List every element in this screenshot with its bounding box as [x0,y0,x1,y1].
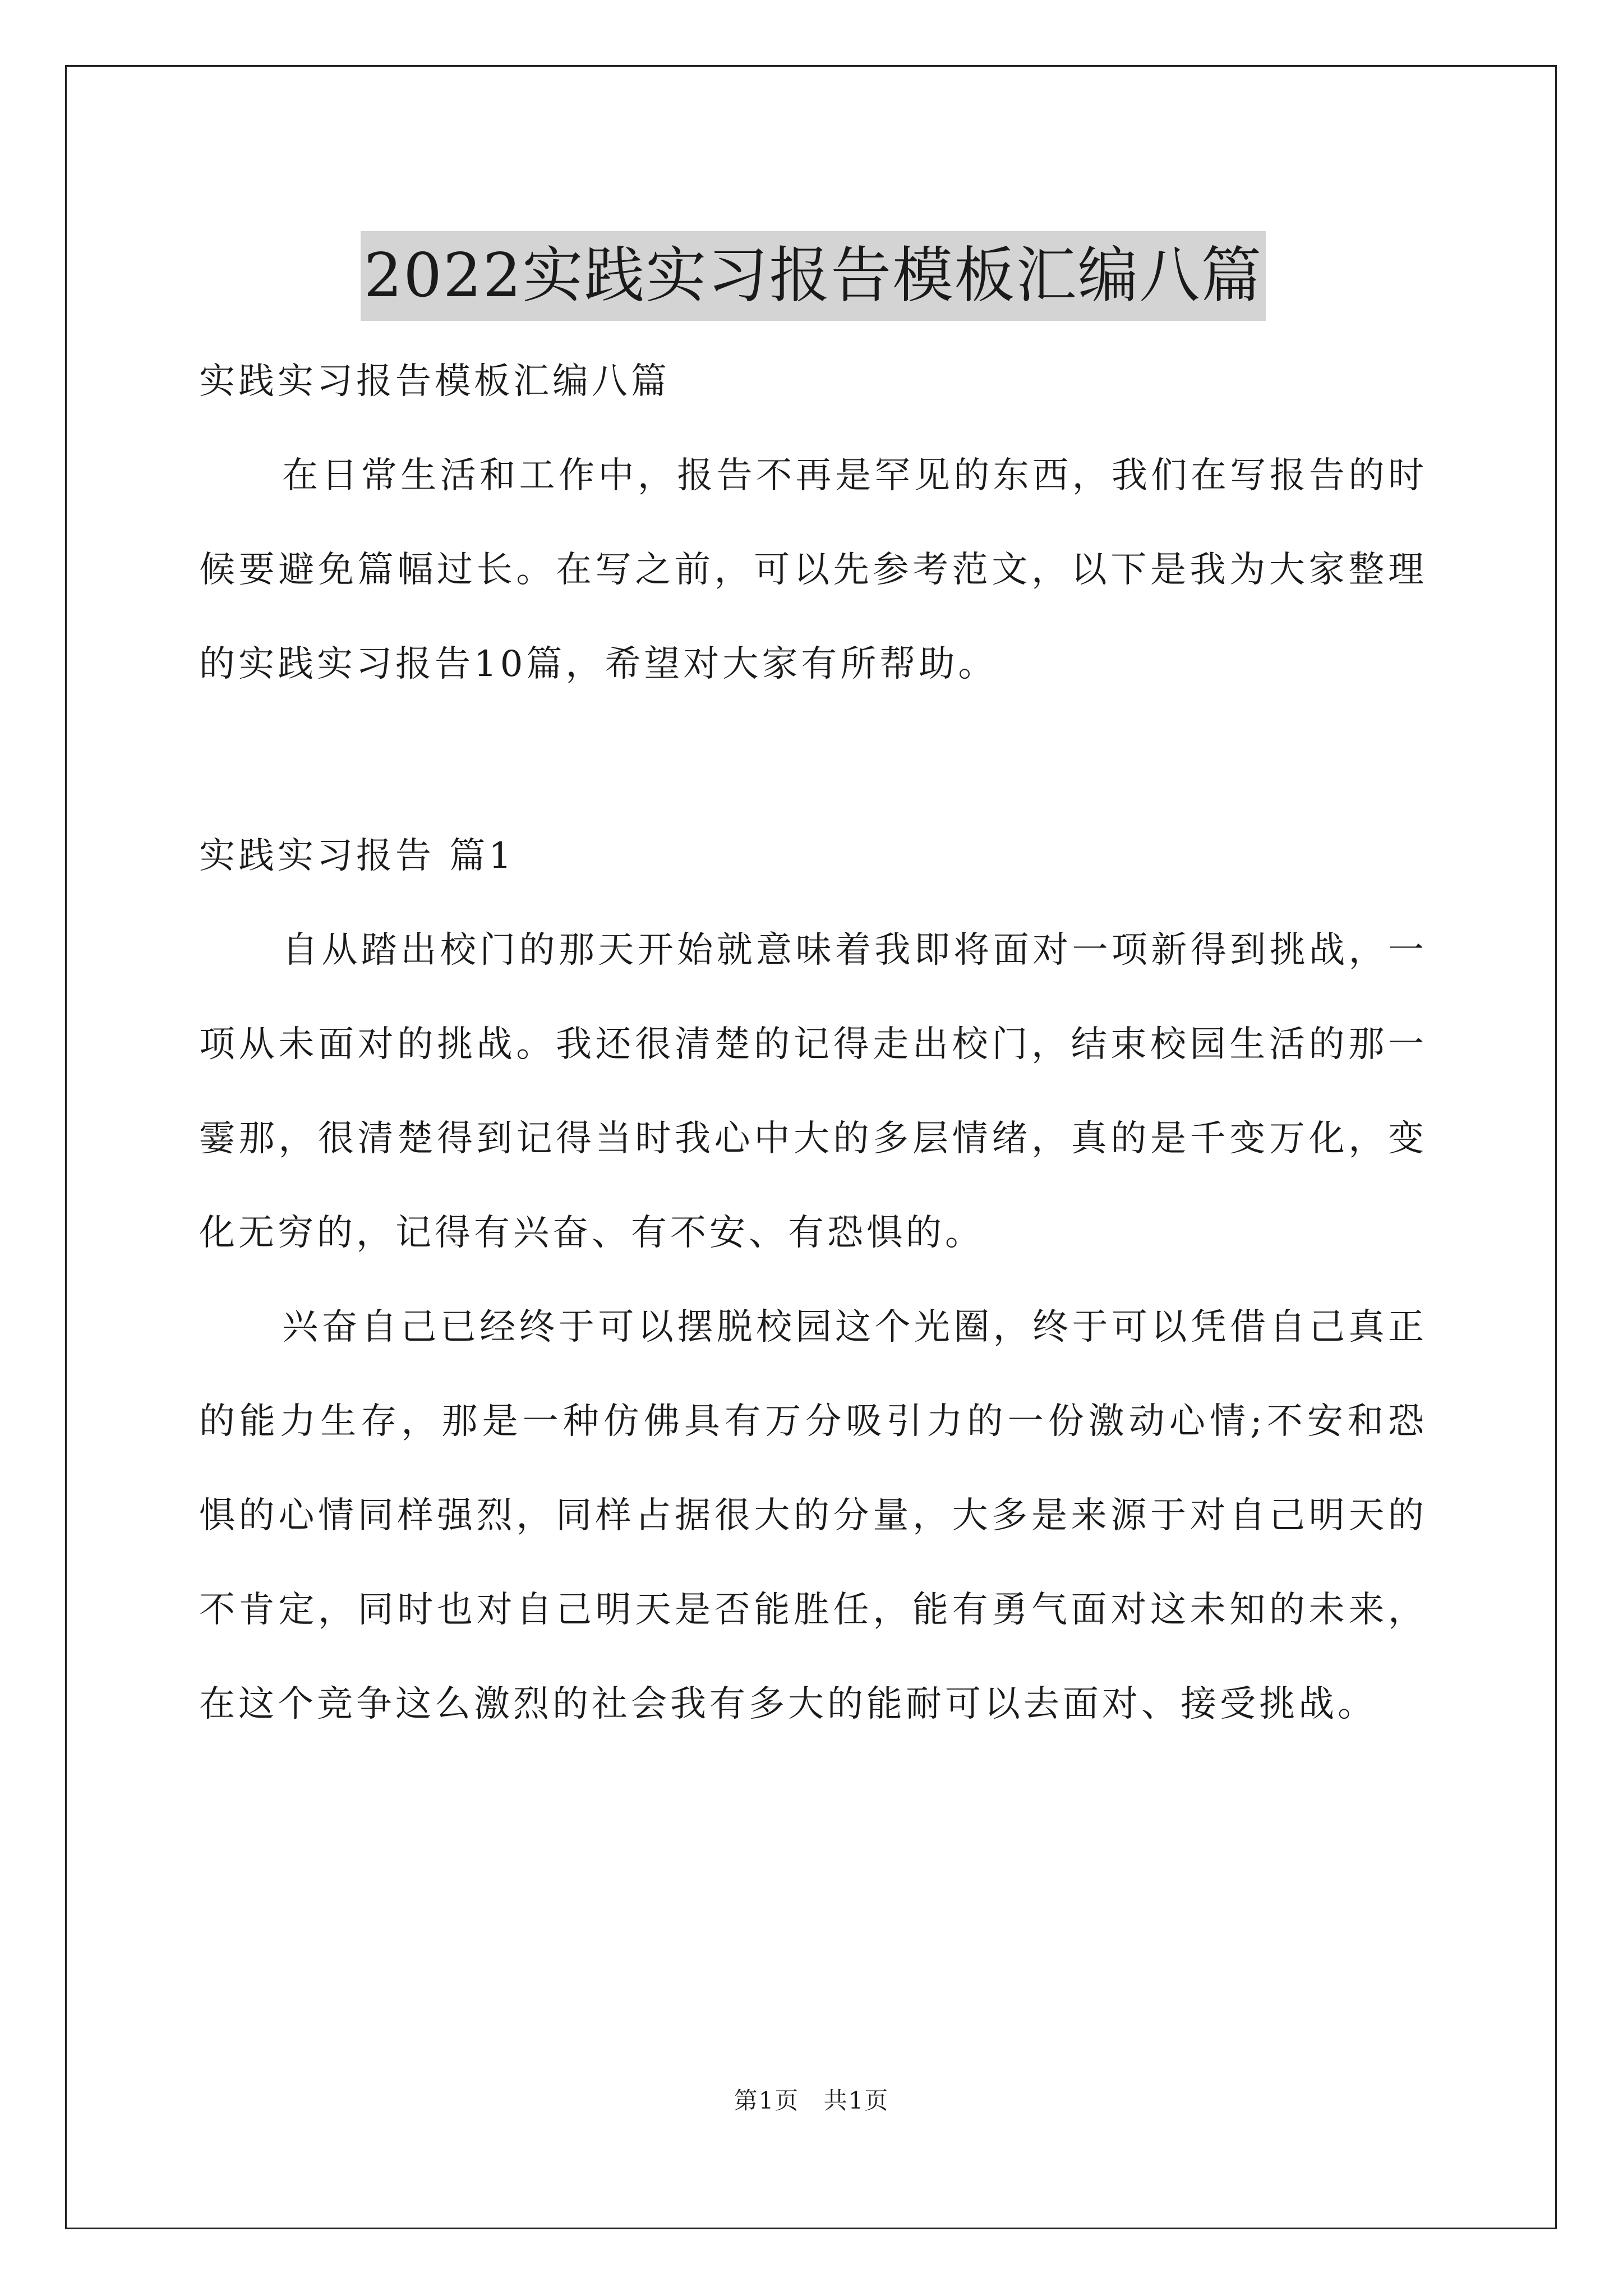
document-title: 2022实践实习报告模板汇编八篇 [361,231,1266,321]
body-paragraph-1: 自从踏出校门的那天开始就意味着我即将面对一项新得到挑战，一项从未面对的挑战。我还很清楚的记得走出校门，结束校园生活的那一霎那，很清楚得到记得当时我心中大的多层情绪，真的是千变万化，变化无穷的，记得有兴奋、有不安、有恐惧的。 [199,930,1427,1254]
intro-paragraph: 在日常生活和工作中，报告不再是罕见的东西，我们在写报告的时候要避免篇幅过长。在写之前，可以先参考范文，以下是我为大家整理的实践实习报告10篇，希望对大家有所帮助。 [199,455,1427,685]
page-footer [0,2082,1623,2116]
section-heading: 实践实习报告 篇1 [199,835,515,877]
document-body [199,191,1427,1751]
page-total: 共1页 [823,2087,889,2114]
title-container [199,191,1427,311]
page-number: 第1页 [734,2087,800,2114]
document-subtitle: 实践实习报告模板汇编八篇 [199,361,670,402]
body-paragraph-2: 兴奋自己已经终于可以摆脱校园这个光圈，终于可以凭借自己真正的能力生存，那是一种仿佛具有万分吸引力的一份激动心情;不安和恐惧的心情同样强烈，同样占据很大的分量，大多是来源于对自己明天的不肯定，同时也对自己明天是否能胜任，能有勇气面对这未知的未来，在这个竞争这么激烈的社会我有多大的能耐可以去面对、接受挑战。 [199,1306,1427,1725]
